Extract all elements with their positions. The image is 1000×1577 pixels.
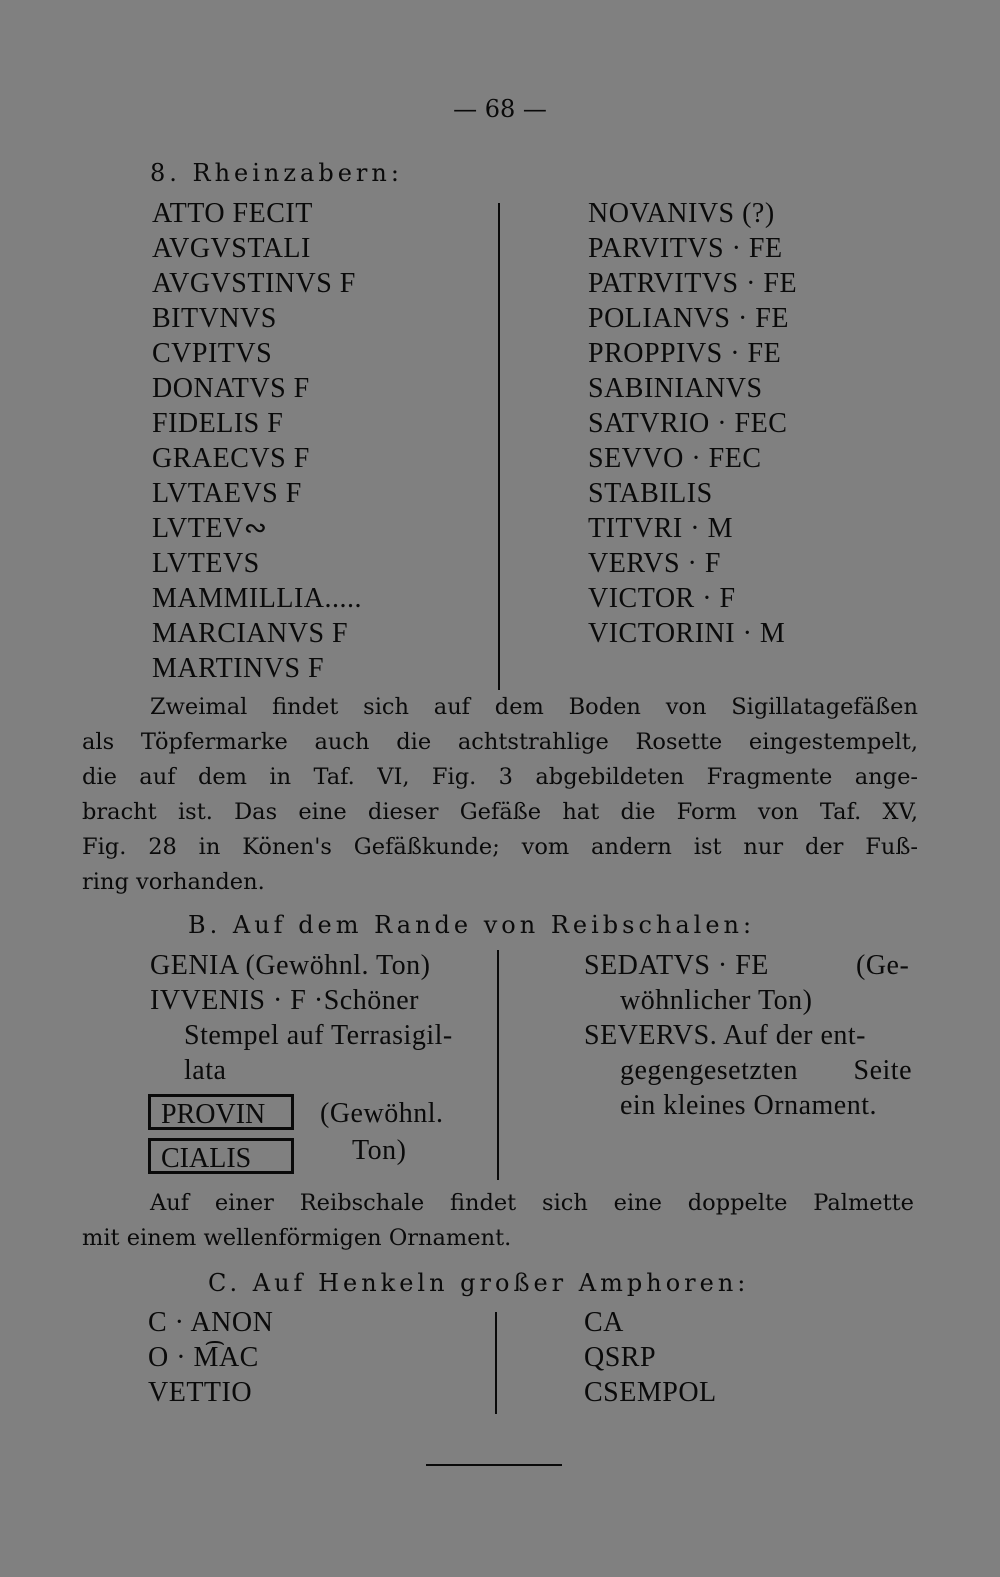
stamp-ivvenis: IVVENIS · F ·Schöner (150, 985, 419, 1016)
stamp-entry: PATRVITVS · FE (588, 268, 798, 299)
section-c-left-column (148, 1305, 273, 1410)
section-8-left-column (152, 196, 362, 686)
stamp-note: Ton) (352, 1135, 407, 1166)
stamp-entry: QSRP (584, 1342, 657, 1373)
stamp-entry: MARCIANVS F (152, 618, 349, 649)
section-c-heading: C. Auf Henkeln großer Amphoren: (208, 1269, 750, 1297)
text-line: bracht ist. Das eine dieser Gefäße hat die Form von Taf. XV, (82, 799, 918, 825)
paragraph-rosette (82, 690, 918, 900)
stamp-entry: SEVVO · FEC (588, 443, 762, 474)
stamp-entry: AVGVSTALI (152, 233, 311, 264)
stamp-entry: STABILIS (588, 478, 713, 509)
bottom-rule (426, 1464, 562, 1466)
stamp-severvs-note: gegengesetzten Seite (620, 1055, 912, 1086)
stamp-entry: VICTORINI · M (588, 618, 786, 649)
stamp-entry: DONATVS F (152, 373, 310, 404)
text-line: Auf einer Reibschale findet sich eine doppelte Palmette (150, 1190, 914, 1216)
provincialis-stamp-top: PROVIN (148, 1094, 294, 1130)
stamp-entry: BITVNVS (152, 303, 277, 334)
stamp-entry: CSEMPOL (584, 1377, 717, 1408)
section-8-heading: 8. Rheinzabern: (150, 159, 403, 187)
page-number: — 68 — (453, 95, 547, 123)
stamp-entry: VICTOR · F (588, 583, 736, 614)
stamp-entry: FIDELIS F (152, 408, 284, 439)
stamp-entry: O · M͡AC (148, 1342, 259, 1373)
stamp-entry: SATVRIO · FEC (588, 408, 788, 439)
stamp-entry: LVTEV∾ (152, 513, 268, 544)
stamp-entry: C · ANON (148, 1307, 274, 1338)
stamp-entry: MAMMILLIA..... (152, 583, 362, 614)
stamp-entry: CVPITVS (152, 338, 273, 369)
stamp-genia: GENIA (Gewöhnl. Ton) (150, 950, 431, 981)
stamp-entry: VERVS · F (588, 548, 721, 579)
section-c-right-column (584, 1305, 717, 1410)
stamp-sedatus-note: wöhnlicher Ton) (620, 985, 813, 1016)
stamp-entry: NOVANIVS (?) (588, 198, 775, 229)
stamp-ivvenis-note: Stempel auf Terrasigil- (184, 1020, 453, 1051)
stamp-severvs-note: ein kleines Ornament. (620, 1090, 877, 1121)
stamp-sedatus-note: (Ge- (856, 950, 910, 981)
text-line: die auf dem in Taf. VI, Fig. 3 abgebildeten Fragmente ange- (82, 764, 918, 790)
stamp-entry: AVGVSTINVS F (152, 268, 356, 299)
column-divider (498, 203, 500, 690)
stamp-entry: PROPPIVS · FE (588, 338, 782, 369)
column-divider (497, 950, 499, 1180)
paragraph-palmette (82, 1186, 914, 1256)
stamp-entry: LVTAEVS F (152, 478, 302, 509)
stamp-entry: CA (584, 1307, 624, 1338)
stamp-entry: LVTEVS (152, 548, 260, 579)
text-line: mit einem wellenförmigen Ornament. (82, 1225, 512, 1251)
stamp-ivvenis-note: lata (184, 1055, 227, 1086)
stamp-entry: TITVRI · M (588, 513, 733, 544)
text-line: ring vorhanden. (82, 869, 265, 895)
text-line: Fig. 28 in Könen's Gefäßkunde; vom andern ist nur der Fuß- (82, 834, 918, 860)
stamp-entry: PARVITVS · FE (588, 233, 783, 264)
stamp-sedatus: SEDATVS · FE (584, 950, 769, 981)
stamp-severvs: SEVERVS. Auf der ent- (584, 1020, 867, 1051)
stamp-entry: POLIANVS · FE (588, 303, 789, 334)
stamp-entry: GRAECVS F (152, 443, 310, 474)
stamp-entry: MARTINVS F (152, 653, 325, 684)
stamp-entry: VETTIO (148, 1377, 253, 1408)
section-b-heading: B. Auf dem Rande von Reibschalen: (188, 911, 756, 939)
column-divider (495, 1312, 497, 1414)
stamp-entry: SABINIANVS (588, 373, 763, 404)
provincialis-stamp-bottom: CIALIS (148, 1138, 294, 1174)
text-line: Zweimal findet sich auf dem Boden von Sigillatagefäßen (150, 694, 918, 720)
text-line: als Töpfermarke auch die achtstrahlige Rosette eingestempelt, (82, 729, 918, 755)
stamp-note: (Gewöhnl. (320, 1098, 444, 1129)
stamp-entry: ATTO FECIT (152, 198, 313, 229)
section-8-right-column (588, 196, 797, 651)
